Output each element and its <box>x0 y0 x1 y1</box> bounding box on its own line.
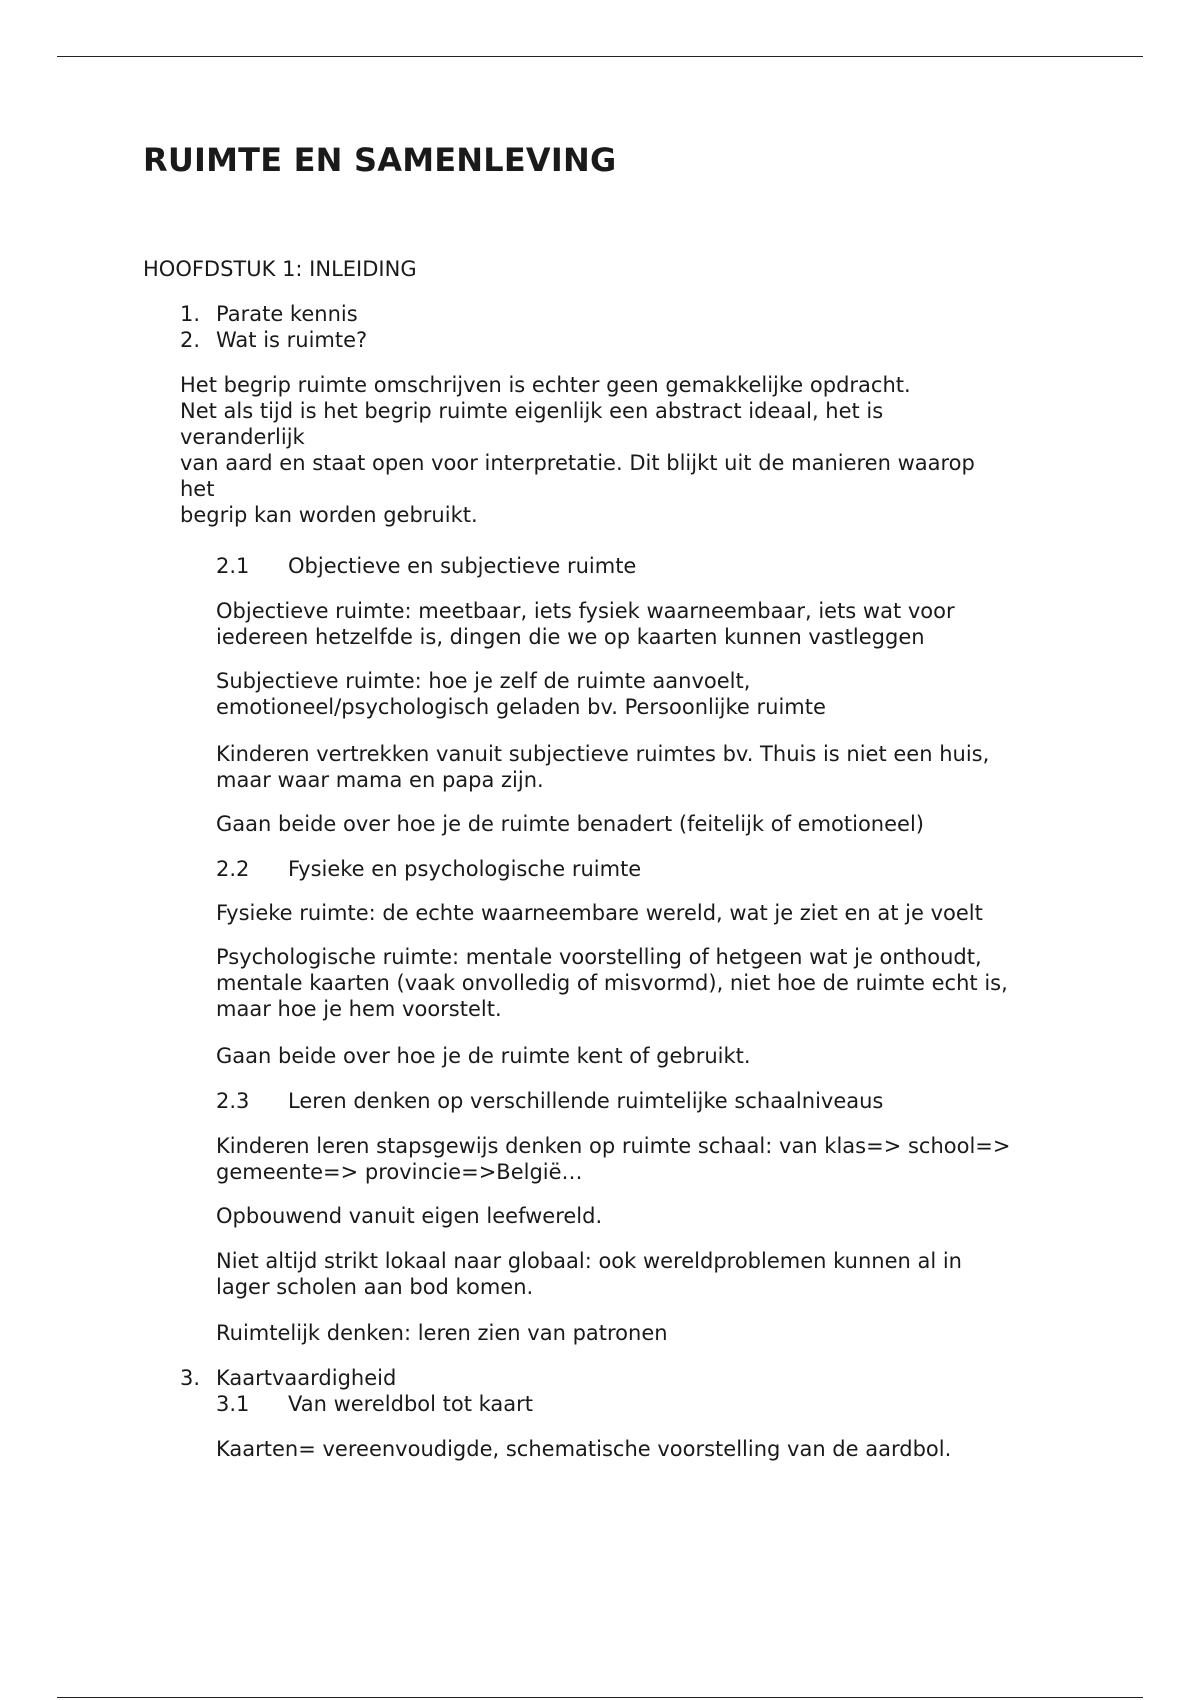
top-rule <box>57 56 1143 57</box>
paragraph-niet-altijd-strikt <box>216 1248 962 1300</box>
section-number-2-3: 2.3 <box>216 1089 250 1113</box>
intro-line: Net als tijd is het begrip ruimte eigenlijk een abstract ideaal, het is <box>180 399 884 423</box>
paragraph-ruimtelijk-denken: Ruimtelijk denken: leren zien van patronen <box>216 1321 668 1345</box>
paragraph-line: iedereen hetzelfde is, dingen die we op kaarten kunnen vastleggen <box>216 625 925 649</box>
page-title: RUIMTE EN SAMENLEVING <box>143 141 617 179</box>
intro-line: van aard en staat open voor interpretatie. Dit blijkt uit de manieren waarop <box>180 451 975 475</box>
paragraph-line: emotioneel/psychologisch geladen bv. Persoonlijke ruimte <box>216 695 826 719</box>
paragraph-line: lager scholen aan bod komen. <box>216 1275 534 1299</box>
paragraph-opbouwend: Opbouwend vanuit eigen leefwereld. <box>216 1204 603 1228</box>
intro-line: veranderlijk <box>180 425 305 449</box>
section-heading-2-1: Objectieve en subjectieve ruimte <box>288 554 637 578</box>
paragraph-subjectieve-ruimte <box>216 668 826 720</box>
paragraph-kinderen-vertrekken <box>216 741 989 793</box>
intro-line: Het begrip ruimte omschrijven is echter geen gemakkelijke opdracht. <box>180 373 911 397</box>
paragraph-line: Objectieve ruimte: meetbaar, iets fysiek waarneembaar, iets wat voor <box>216 599 955 623</box>
paragraph-gaan-beide-benadert: Gaan beide over hoe je de ruimte benadert (feitelijk of emotioneel) <box>216 812 924 836</box>
section-number-2-1: 2.1 <box>216 554 250 578</box>
paragraph-objectieve-ruimte <box>216 598 955 650</box>
section-heading-2-2: Fysieke en psychologische ruimte <box>288 857 642 881</box>
paragraph-line: maar waar mama en papa zijn. <box>216 768 544 792</box>
section-number-2-2: 2.2 <box>216 857 250 881</box>
section-number-3-1: 3.1 <box>216 1392 250 1416</box>
list-item-wat-is-ruimte: Wat is ruimte? <box>216 328 368 352</box>
list-number-2: 2. <box>180 328 201 352</box>
section-heading-2-3: Leren denken op verschillende ruimtelijke schaalniveaus <box>288 1089 884 1113</box>
intro-paragraph <box>180 372 975 528</box>
intro-line: het <box>180 477 215 501</box>
paragraph-gaan-beide-kent: Gaan beide over hoe je de ruimte kent of gebruikt. <box>216 1044 751 1068</box>
paragraph-fysieke-ruimte: Fysieke ruimte: de echte waarneembare wereld, wat je ziet en at je voelt <box>216 901 983 925</box>
paragraph-line: gemeente=> provincie=>België… <box>216 1160 583 1184</box>
paragraph-line: Kinderen leren stapsgewijs denken op ruimte schaal: van klas=> school=> <box>216 1134 1011 1158</box>
list-item-parate-kennis: Parate kennis <box>216 302 358 326</box>
intro-line: begrip kan worden gebruikt. <box>180 503 478 527</box>
paragraph-line: mentale kaarten (vaak onvolledig of misvormd), niet hoe de ruimte echt is, <box>216 971 1008 995</box>
paragraph-kinderen-leren <box>216 1133 1010 1185</box>
paragraph-line: maar hoe je hem voorstelt. <box>216 997 502 1021</box>
paragraph-line: Niet altijd strikt lokaal naar globaal: ook wereldproblemen kunnen al in <box>216 1249 962 1273</box>
list-number-1: 1. <box>180 302 201 326</box>
bottom-rule <box>57 1697 1143 1698</box>
section-heading-3-1: Van wereldbol tot kaart <box>288 1392 534 1416</box>
paragraph-line: Subjectieve ruimte: hoe je zelf de ruimte aanvoelt, <box>216 669 751 693</box>
list-number-3: 3. <box>180 1366 201 1390</box>
paragraph-line: Kinderen vertrekken vanuit subjectieve ruimtes bv. Thuis is niet een huis, <box>216 742 990 766</box>
chapter-heading: HOOFDSTUK 1: INLEIDING <box>143 257 417 281</box>
paragraph-psychologische-ruimte <box>216 944 1008 1022</box>
paragraph-line: Psychologische ruimte: mentale voorstelling of hetgeen wat je onthoudt, <box>216 945 982 969</box>
paragraph-kaarten: Kaarten= vereenvoudigde, schematische voorstelling van de aardbol. <box>216 1437 952 1461</box>
list-item-kaartvaardigheid: Kaartvaardigheid <box>216 1366 397 1390</box>
